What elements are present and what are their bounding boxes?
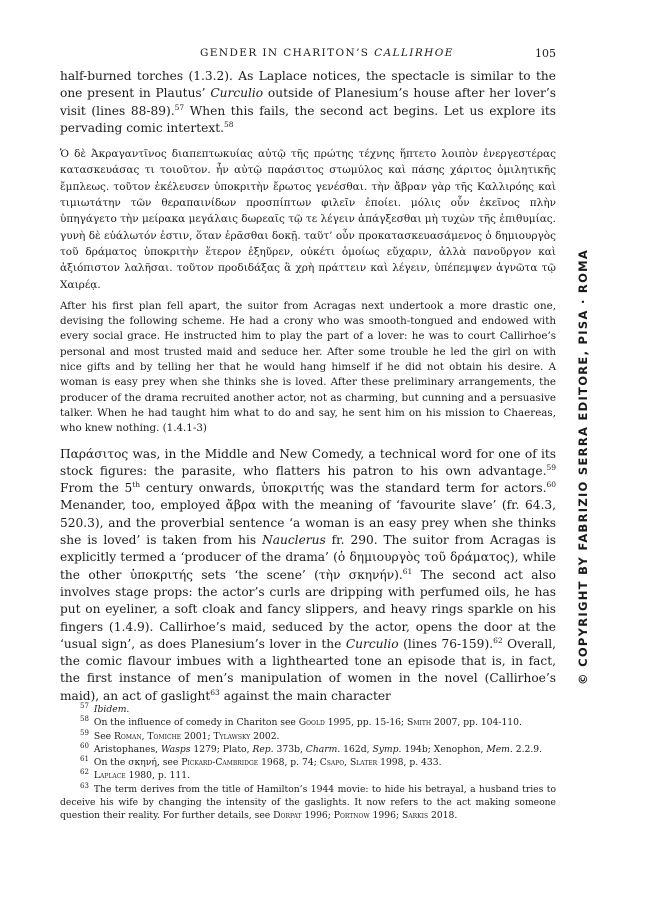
footnote-57: $^{57}$ Ibidem.	[80, 701, 130, 715]
copyright-text: © COPYRIGHT BY FABRIZIO SERRA EDITORE, PISA · ROMA	[576, 248, 590, 685]
footnote-ref-60: 60	[546, 480, 556, 490]
greek-quotation: Ὁ δὲ Ἀκραγαντῖνος διαπεπτωκυίας αὐτῷ τῆς πρώτης τέχνης ἥπτετο λοιπὸν ἐνεργεστέρας κατασκευάσας τι τοιοῦτον. ἦν αὐτῷ παράσιτος στωμύλος καὶ πάσης χάριτος ὁμιλητικῆς ἔμπλεως. τοῦτον ἐκέλευσεν ὑποκριτὴν ἔρωτος γενέσθαι. τὴν ἄβραν γὰρ τῆς Καλλιρόης καὶ τιμιωτάτην τῶν θεραπαινίδων προσπίπτων φιλεῖν ἐποίει. μόλις οὖν ἐκεῖνος πλὴν ὑπηγάγετο τὴν μείρακα μεγάλαις δωρεαῖς τῷ τε λέγειν ἀπάγξεσθαι μὴ τυχὼν τῆς ἐπιθυμίας. γυνὴ δὲ εὐάλωτόν ἐστιν, ὅταν ἐρᾶσθαι δοκῇ. ταῦτ’ οὖν προκατασκευασάμενος ὁ δημιουργὸς τοῦ δράματος ὑποκριτὴν ἕτερον ἐξηῦρεν, οὐκέτι ὁμοίως εὔχαριν, ἀλλὰ πανοῦργον καὶ ἀξιόπιστον λαλῆσαι. τοῦτον προδιδάξας ἃ χρὴ πράττειν καὶ λέγειν, ὑπέπεμψεν ἀγνῶτα τῷ Χαιρέᾳ.	[60, 148, 556, 291]
footnote-ref-62: 62	[493, 635, 503, 645]
footnote-ref-57: 57	[174, 102, 185, 112]
paragraph-intro: half-burned torches (1.3.2). As Laplace notices, the spectacle is similar to the one present in Plautus’ Curculio outside of Planesium’s house after her lover’s visit (lines 88-89).$^{57}$ When this fails, the second act begins. Let us explore its pervading comic intertext.$^{58}$	[60, 69, 556, 135]
running-head-title: GENDER IN CHARITON’S CALLIRHOE	[200, 47, 454, 59]
page-number: 105	[535, 47, 556, 60]
footnote-ref-63: 63	[210, 687, 220, 697]
running-head-italic-title: CALLIRHOE	[374, 47, 454, 59]
footnote-58: $^{58}$ On the influence of comedy in Chariton see Goold 1995, pp. 15-16; Smith 2007, pp. 104-110.	[80, 715, 522, 729]
footnote-ref-59: 59	[546, 462, 556, 472]
translation-block: After his first plan fell apart, the suitor from Acragas next undertook a more drastic one, devising the following scheme. He had a crony who was smooth-tongued and endowed with every social grace. He instructed him to play the part of a lover: he was to court Callirhoe’s personal and most trusted maid and seduce her. After some trouble he led the girl on with nice gifts and by telling her that he would hang himself if he did not obtain his desire. A woman is easy prey when she thinks she is loved. After these preliminary arrangements, the producer of the drama recruited another actor, not as charming, but cunning and a persuasive talker. When he had taught him what to do and say, he sent him on his mission to Chaereas, who knew nothing. (1.4.1-3)	[60, 299, 556, 435]
footnote-63: $^{63}$ The term derives from the title of Hamilton’s 1944 movie: to hide his betrayal, a husband tries to deceive his wife by changing the intensity of the gaslights. It now refers to the act making someone question their reality. For further details, see Dorpat 1996; Portnow 1996; Sarkis 2018.	[60, 781, 556, 822]
footnote-ref-58: 58	[223, 119, 234, 129]
paragraph-analysis: Παράσιτος was, in the Middle and New Comedy, a technical word for one of its stock figures: the parasite, who flatters his patron to his own advantage.$^{59}$ From the 5th century onwards, ὑποκριτής was the standard term for actors.$^{60}$ Menander, too, employed ἄβρα with the meaning of ‘favourite slave’ (fr. 64.3, 520.3), and the proverbial sentence ‘a woman is an easy prey when she thinks she is loved’ is taken from his Nauclerus fr. 290. The suitor from Acragas is explicitly termed a ‘producer of the drama’ (ὁ δημιουργὸς τοῦ δράματος), while the other ὑποκριτής sets ‘the scene’ (τὴν σκηνήν).$^{61}$ The second act also involves stage props: the actor’s curls are dripping with perfumed oils, he has put on eyeliner, a soft cloak and fancy slippers, and heavy rings sparkle on his fingers (1.4.9). Callirhoe’s maid, seduced by the actor, opens the door at the ‘usual sign’, as does Planesium’s lover in the Curculio (lines 76-159).$^{62}$ Overall, the comic flavour imbues with a lighthearted tone an episode that is, in fact, the first instance of men’s manipulation of women in the novel (Callirhoe’s maid), an act of gaslight$^{63}$ against the main character	[60, 446, 556, 703]
footnote-60: $^{60}$ Aristophanes, Wasps 1279; Plato, Rep. 373b, Charm. 162d, Symp. 194b; Xenophon, Mem. 2.2.9.	[80, 741, 543, 755]
main-text	[60, 68, 556, 705]
footnote-62: $^{62}$ Laplace 1980, p. 111.	[80, 768, 191, 782]
footnote-61: $^{61}$ On the σκηνή, see Pickard-Cambridge 1968, p. 74; Csapo, Slater 1998, p. 433.	[80, 755, 442, 769]
footnote-ref-61: 61	[402, 566, 413, 576]
footnotes	[60, 703, 556, 823]
footnote-59: $^{59}$ See Roman, Tomiche 2001; Tylawsky 2002.	[80, 728, 280, 742]
running-head	[60, 47, 556, 63]
